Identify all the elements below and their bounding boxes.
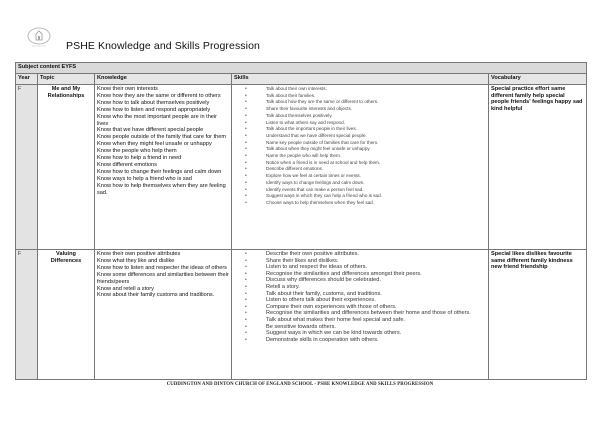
skill-item: • Recognise the similarities and differences between their home and those of others. <box>266 310 486 317</box>
skill-item: • Demonstrate skills in cooperation with others. <box>266 337 486 344</box>
topic-line: Relationships <box>47 92 85 99</box>
skill-item: • Suggest ways in which they can help a friend who is sad. <box>266 193 486 200</box>
skill-item: • Talk about their own interests. <box>266 86 486 93</box>
skill-item: • Talk about the important people in their lives. <box>266 126 486 133</box>
knowledge-item: Know their own positive attributes <box>97 251 181 257</box>
skill-item: • Discuss why differences should be celebrated. <box>266 277 486 284</box>
subject-content-label: Subject content EYFS <box>16 63 587 74</box>
knowledge-item: Know what they like and dislike <box>97 257 175 264</box>
knowledge-item: Know how to listen and respond appropriately <box>97 106 211 113</box>
knowledge-item: Know how they are the same or different to others <box>97 92 221 99</box>
knowledge-item: Know about their family customs and traditions. <box>97 292 215 299</box>
skill-item: • Be sensitive towards others. <box>266 324 486 331</box>
skill-item: • Name the people who will help them. <box>266 153 486 160</box>
column-header-knowledge: Knowledge <box>95 74 232 85</box>
skill-item: • Describe their own positive attributes. <box>266 251 486 258</box>
topic-line: Me and My <box>51 86 81 92</box>
skill-item: • Share their favourite interests and objects. <box>266 106 486 113</box>
vocabulary-cell: Special likes dislikes favourite same different family kindness new friend friendship <box>489 250 587 380</box>
knowledge-item: Know ways to help a friend who is sad <box>97 175 192 182</box>
topic-cell <box>38 250 95 380</box>
skill-item: • Share their likes and dislikes. <box>266 258 486 265</box>
skills-list <box>234 251 486 343</box>
knowledge-item: Know different emotions <box>97 161 157 168</box>
skill-item: • Talk about what makes their home feel special and safe. <box>266 317 486 324</box>
skill-item: • Talk about how they are the same or different to others. <box>266 99 486 106</box>
vocabulary-cell: Special practice effort same different family help special people friends' feelings happy sad kind helpful <box>489 85 587 250</box>
skill-item: • Understand that we have different special people. <box>266 133 486 140</box>
skill-item: • Identify ways to change feelings and calm down. <box>266 180 486 187</box>
knowledge-item: Know and retell a story <box>97 285 154 292</box>
knowledge-cell <box>95 250 232 380</box>
topic-line: Valuing <box>56 251 76 257</box>
skill-item: • Retell a story. <box>266 284 486 291</box>
page-footer: CUDDINGTON AND DINTON CHURCH OF ENGLAND SCHOOL - PSHE KNOWLEDGE AND SKILLS PROGRESSION <box>166 382 434 387</box>
knowledge-item: Know when they might feel unsafe or unhappy <box>97 141 212 148</box>
table-row <box>16 250 587 380</box>
skill-item: • Listen to others talk about their experiences. <box>266 297 486 304</box>
skill-item: • Describe different emotions. <box>266 166 486 173</box>
skill-item: • Recognise the similarities and differences amongst their peers. <box>266 271 486 278</box>
knowledge-item: Know how to listen and respecter the ideas of others <box>97 264 227 271</box>
knowledge-item: Know how to help themselves when they are feeling sad. <box>97 182 226 196</box>
skill-item: • Identify events that can make a person feel sad. <box>266 187 486 194</box>
year-cell: F <box>16 85 38 250</box>
skill-item: • Suggest ways in which we can be kind towards others. <box>266 330 486 337</box>
skills-cell <box>232 85 489 250</box>
progression-table <box>15 62 587 380</box>
page-title: PSHE Knowledge and Skills Progression <box>66 40 260 52</box>
column-header-year: Year <box>16 74 38 85</box>
skill-item: • Name key people outside of families that care for them. <box>266 140 486 147</box>
topic-line: Differences <box>50 257 82 264</box>
year-cell: F <box>16 250 38 380</box>
skills-list <box>234 86 486 207</box>
knowledge-item: Know how to talk about themselves positively <box>97 99 210 106</box>
skills-cell <box>232 250 489 380</box>
skill-item: • Talk about when they might feel unsafe or unhappy. <box>266 146 486 153</box>
column-header-skills: Skills <box>232 74 489 85</box>
knowledge-cell <box>95 85 232 250</box>
skill-item: • Talk about their families. <box>266 93 486 100</box>
column-header-topic: Topic <box>38 74 95 85</box>
school-crest-logo-icon <box>26 25 52 49</box>
knowledge-item: Know how to change their feelings and calm down <box>97 168 222 175</box>
knowledge-item: Know who the most important people are in their lives <box>97 113 218 127</box>
skill-item: • Explore how we feel at certain times or events. <box>266 173 486 180</box>
knowledge-item: Know that we have different special people <box>97 127 204 134</box>
knowledge-item: Know how to help a friend in need <box>97 155 182 162</box>
skill-item: • Listen to and respect the ideas of others. <box>266 264 486 271</box>
column-header-vocabulary: Vocabulary <box>489 74 587 85</box>
knowledge-item: Know their own interests <box>97 86 158 92</box>
skill-item: • Compare their own experiences with those of others. <box>266 304 486 311</box>
knowledge-item: Know people outside of the family that care for them <box>97 134 227 141</box>
skill-item: • Notice when a friend is in need at school and help them. <box>266 160 486 167</box>
skill-item: • Listen to what others say and respond. <box>266 120 486 127</box>
skill-item: • Choose ways to help themselves when they feel sad. <box>266 200 486 207</box>
table-row <box>16 85 587 250</box>
knowledge-item: Know some differences and similarities between their friends/peers <box>97 271 229 285</box>
skill-item: • Talk about their family, customs, and traditions. <box>266 291 486 298</box>
knowledge-item: Know the people who help them <box>97 148 177 155</box>
skill-item: • Talk about themselves positively. <box>266 113 486 120</box>
topic-cell <box>38 85 95 250</box>
